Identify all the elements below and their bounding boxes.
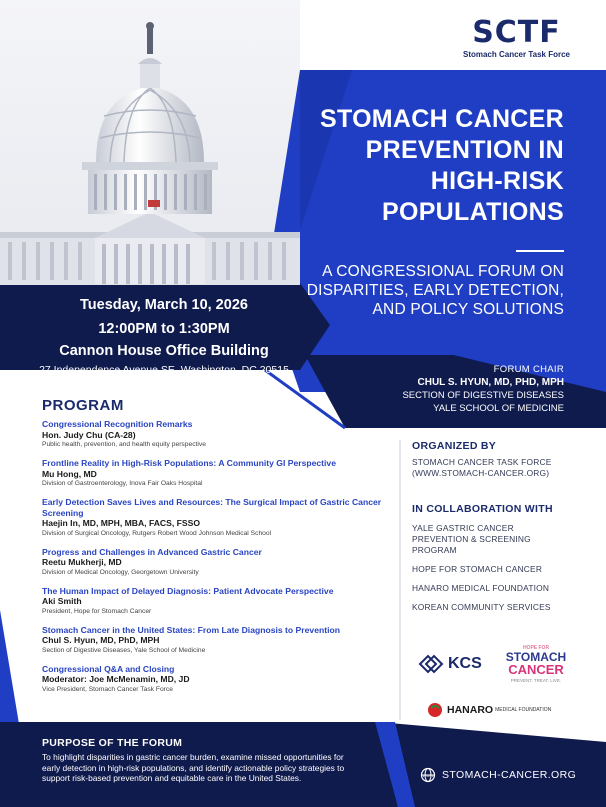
- collaborator-item: HANARO MEDICAL FOUNDATION: [412, 583, 550, 593]
- subtitle-line: AND POLICY SOLUTIONS: [372, 301, 564, 318]
- website-text: STOMACH-CANCER.ORG: [442, 769, 577, 781]
- program-session: [42, 547, 387, 577]
- kcs-logo: [418, 654, 482, 674]
- purpose-heading: PURPOSE OF THE FORUM: [42, 737, 183, 749]
- session-speaker: Haejin In, MD, MPH, MBA, FACS, FSSO: [42, 518, 201, 528]
- organizer-name: STOMACH CANCER TASK FORCE: [412, 457, 552, 467]
- hanaro-logo: [427, 702, 551, 718]
- forum-chair: [304, 363, 564, 415]
- session-speaker: Mu Hong, MD: [42, 468, 97, 479]
- session-title: Stomach Cancer in the United States: From Late Diagnosis to Prevention: [42, 624, 340, 635]
- title-line: HIGH-RISK: [430, 167, 564, 195]
- session-title: Frontline Reality in High-Risk Populations: A Community GI Perspective: [42, 458, 336, 468]
- program-session: [42, 586, 387, 616]
- title-divider: [516, 250, 564, 252]
- event-date: Tuesday, March 10, 2026: [80, 297, 248, 313]
- purpose-text: To highlight disparities in gastric cancer burden, examine missed opportunities for early detection in high-risk populations, and identify actionable policy strategies to support risk-based prevention and equitable care in the United States.: [42, 752, 345, 784]
- hanaro-text: HANARO: [447, 704, 494, 716]
- session-speaker: Hon. Judy Chu (CA-28): [42, 429, 136, 440]
- collaboration: [412, 503, 592, 621]
- subtitle-line: A CONGRESSIONAL FORUM ON: [322, 263, 564, 280]
- collaborator-item: HOPE FOR STOMACH CANCER: [412, 564, 543, 574]
- organized-heading: ORGANIZED BY: [412, 440, 497, 452]
- kcs-text: KCS: [448, 655, 482, 672]
- website-link[interactable]: [420, 767, 576, 783]
- logo-subtitle: Stomach Cancer Task Force: [462, 50, 570, 59]
- chair-name: CHUL S. HYUN, MD, PHD, MPH: [417, 377, 564, 388]
- globe-icon: [420, 767, 436, 783]
- session-speaker: Moderator: Joe McMenamin, MD, JD: [42, 674, 190, 684]
- hope-logo-line1: STOMACH: [505, 650, 567, 664]
- kcs-mark-icon: [418, 654, 444, 674]
- session-title: The Human Impact of Delayed Diagnosis: Patient Advocate Perspective: [42, 585, 334, 596]
- session-role: Public health, prevention, and health equity perspective: [42, 441, 206, 448]
- hanaro-subtext: MEDICAL FOUNDATION: [495, 706, 552, 713]
- collaboration-heading: IN COLLABORATION WITH: [412, 503, 553, 515]
- program-session: [42, 458, 387, 488]
- collaborator-item: KOREAN COMMUNITY SERVICES: [412, 602, 551, 612]
- title-line: STOMACH CANCER: [319, 105, 564, 133]
- session-speaker: Reetu Mukherji, MD: [42, 557, 122, 567]
- session-speaker: Aki Smith: [42, 596, 82, 606]
- chair-affiliation: SECTION OF DIGESTIVE DISEASES: [402, 390, 564, 401]
- chair-label: FORUM CHAIR: [493, 364, 564, 375]
- program-session: [42, 497, 387, 538]
- program-session: [42, 419, 387, 449]
- event-address: 27 Independence Avenue SE, Washington, DC 20515: [39, 364, 289, 376]
- hanaro-mark-icon: [427, 702, 443, 718]
- hope-logo-line2: CANCER: [508, 662, 564, 677]
- event-info: [14, 296, 314, 377]
- program-session: [42, 664, 387, 694]
- session-role: Vice President, Stomach Cancer Task Force: [42, 685, 173, 693]
- title-line: POPULATIONS: [381, 198, 564, 226]
- session-title: Early Detection Saves Lives and Resources: The Surgical Impact of Gastric Cancer Screening: [42, 497, 382, 518]
- program-session: [42, 625, 387, 655]
- session-role: Section of Digestive Diseases, Yale School of Medicine: [42, 646, 206, 654]
- hope-logo-tagline: PREVENT. TREAT. LIVE.: [510, 678, 562, 683]
- subtitle-line: DISPARITIES, EARLY DETECTION,: [306, 282, 564, 299]
- svg-text:WWW: WWW: [422, 773, 434, 778]
- page-title: [264, 104, 564, 228]
- session-speaker: Chul S. Hyun, MD, PhD, MPH: [42, 635, 160, 645]
- collaborator-item: YALE GASTRIC CANCER PREVENTION & SCREENING PROGRAM: [412, 523, 531, 555]
- title-line: PREVENTION IN: [365, 136, 564, 164]
- organizer-url[interactable]: (WWW.STOMACH-CANCER.ORG): [412, 468, 550, 478]
- hope-logo-small: HOPE FOR: [522, 645, 550, 651]
- collaboration-list: [412, 523, 592, 613]
- session-role: President, Hope for Stomach Cancer: [42, 607, 152, 615]
- event-venue: Cannon House Office Building: [59, 343, 269, 359]
- session-title: Congressional Q&A and Closing: [42, 663, 175, 674]
- event-time: 12:00PM to 1:30PM: [98, 321, 230, 337]
- session-title: Congressional Recognition Remarks: [42, 419, 193, 429]
- session-title: Progress and Challenges in Advanced Gastric Cancer: [42, 546, 262, 557]
- logo-mark: SCTF: [472, 15, 561, 50]
- program-list: [42, 419, 387, 703]
- chair-institution: YALE SCHOOL OF MEDICINE: [433, 403, 564, 414]
- purpose-section: [42, 737, 362, 784]
- program-heading: PROGRAM: [42, 397, 124, 414]
- organized-by: [412, 440, 592, 479]
- hope-for-stomach-cancer-logo: [504, 645, 568, 683]
- session-role: Division of Medical Oncology, Georgetown University: [42, 568, 199, 576]
- session-role: Division of Surgical Oncology, Rutgers Robert Wood Johnson Medical School: [42, 529, 272, 537]
- session-role: Division of Gastroenterology, Inova Fair Oaks Hospital: [42, 480, 203, 487]
- sctf-logo: [462, 15, 570, 59]
